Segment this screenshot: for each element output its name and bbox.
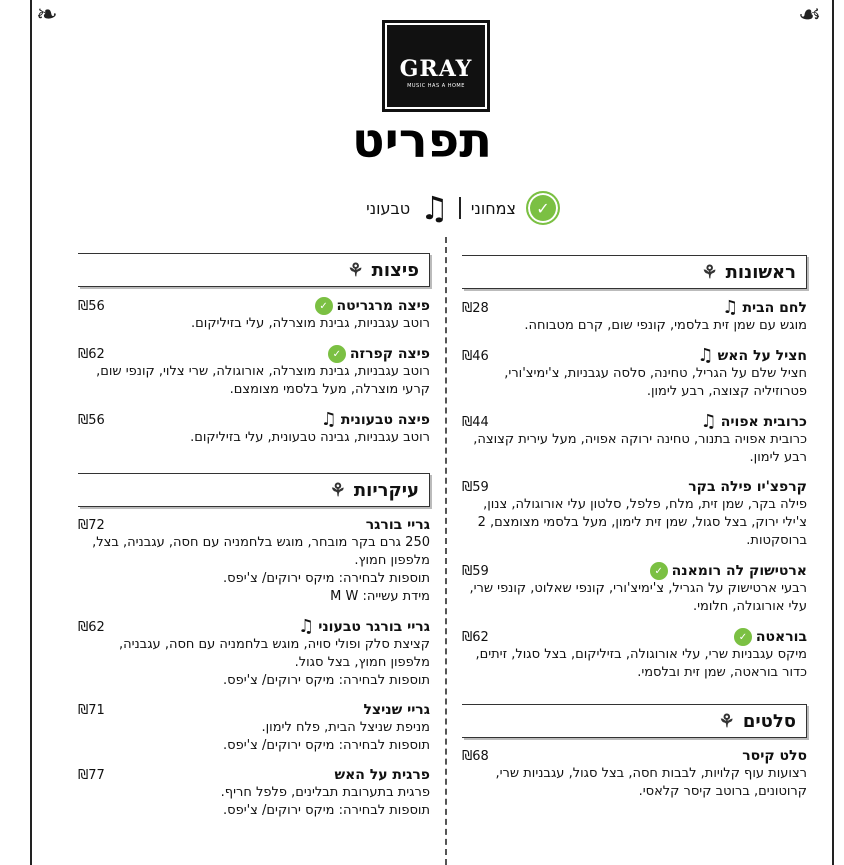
item-price: ₪28	[462, 300, 489, 316]
menu-item	[462, 479, 807, 550]
section-title: פיצות	[371, 259, 419, 281]
menu-item	[462, 748, 807, 801]
item-price: ₪71	[78, 703, 105, 718]
menu-title: תפריט	[352, 113, 492, 169]
menu-item	[78, 411, 430, 447]
music-note-icon: ♫	[697, 345, 714, 366]
item-extras: תוספות לבחירה: מיקס ירוקים/ צ'יפס.	[223, 673, 430, 688]
section-title: סלטים	[742, 710, 796, 732]
legend-vegan-label: צמחוני	[470, 198, 516, 218]
menu-item	[462, 299, 807, 335]
leaf-check-icon: ✓	[328, 345, 346, 363]
item-description: מוגש עם שמן זית בלסמי, קונפי שום, קרם מטבוחה.	[524, 318, 807, 333]
menu-item	[462, 628, 807, 682]
corner-ornament-icon: ❧	[36, 0, 58, 30]
item-name: פרגית על האש	[334, 767, 430, 783]
item-price: ₪62	[462, 629, 489, 645]
item-name: ארטישוק לה רומאנה	[671, 562, 807, 579]
item-name: גריי בורגר	[365, 517, 430, 533]
section-header-salads	[462, 704, 807, 738]
item-description: חציל שלם על הגריל, טחינה, סלסה עגבניות, צ'ימיצ'ורי, פטרוזיליה קצוצה, רבע לימון.	[504, 366, 807, 399]
item-description: רצועות עוף קלויות, לבבות חסה, בצל סגול, עגבניות שרי, קרוטונים, ברוטב קיסר קלאסי.	[495, 766, 807, 799]
flourish-icon: ⚘	[718, 710, 735, 732]
logo-tagline: MUSIC HAS A HOME	[407, 82, 465, 89]
item-name: קרפצ'יו פילה בקר	[688, 479, 807, 495]
leaf-check-icon: ✓	[526, 191, 560, 225]
section-header-pizzas	[78, 253, 430, 287]
item-description: קציצת סלק ופולי סויה, מוגש בלחמניה עם חסה, עגבניה, מלפפון חמוץ, בצל סגול.	[118, 637, 430, 670]
music-note-icon: ♫	[420, 189, 449, 227]
item-price: ₪62	[78, 619, 105, 635]
music-note-icon: ♫	[700, 411, 717, 432]
menu-item	[78, 767, 430, 820]
legend	[300, 188, 560, 228]
item-name: בוראטה	[755, 628, 807, 645]
section-header-starters	[462, 255, 807, 289]
menu-item	[462, 347, 807, 401]
item-price: ₪44	[462, 414, 489, 430]
leaf-check-icon: ✓	[315, 297, 333, 315]
logo-text: GRAY	[399, 55, 473, 82]
music-note-icon: ♫	[320, 409, 337, 430]
music-note-icon: ♫	[298, 616, 315, 637]
left-column	[78, 253, 430, 832]
menu-item	[78, 345, 430, 399]
item-description: רוטב עגבניות, גבינת מוצרלה, אורוגולה, שרי צלוי, קונפי שום, קרעי מוצרלה, מעל בלסמי מצומצם.	[96, 364, 430, 397]
item-name: פיצה טבעונית	[340, 411, 430, 428]
menu-item	[462, 413, 807, 467]
item-price: ₪68	[462, 749, 489, 764]
flourish-icon: ⚘	[701, 261, 718, 283]
item-name: פיצה קפרזה	[349, 345, 430, 362]
music-note-icon: ♫	[722, 297, 739, 318]
item-description: רבעי ארטישוק על הגריל, צ'ימיצ'ורי, קונפי שאלוט, קונפי שרי, עלי אורוגולה, חלומי.	[469, 581, 807, 614]
leaf-check-icon: ✓	[650, 562, 668, 580]
item-description: פילה בקר, שמן זית, מלח, פלפל, סלטון עלי אורוגולה, צנון, צ'ילי ירוק, בצל סגול, שמן זית לימון, מעל בלסמי מצומצם, 2 ברוסקטות.	[477, 497, 807, 548]
menu-item	[78, 517, 430, 606]
section-title: ראשונות	[725, 261, 796, 283]
item-name: סלט קיסר	[742, 748, 807, 764]
item-description: רוטב עגבניות, גבינה טבעונית, עלי בזיליקום.	[190, 430, 430, 445]
item-description: פרגית בתערובת תבלינים, פלפל חריף.	[220, 785, 430, 800]
menu-item	[462, 562, 807, 616]
item-description: רוטב עגבניות, גבינת מוצרלה, עלי בזיליקום.	[191, 316, 430, 331]
item-extras: תוספות לבחירה: מיקס ירוקים/ צ'יפס.	[223, 738, 430, 753]
gray-logo	[382, 20, 490, 112]
menu-item	[78, 702, 430, 755]
item-description: מניפת שניצל הבית, פלח לימון.	[261, 720, 430, 735]
legend-separator	[459, 197, 461, 219]
item-price: ₪72	[78, 518, 105, 533]
item-extras: תוספות לבחירה: מיקס ירוקים/ צ'יפס.	[223, 571, 430, 586]
item-name: חציל על האש	[717, 347, 807, 364]
corner-ornament-icon: ☙	[798, 0, 822, 30]
item-price: ₪59	[462, 563, 489, 579]
menu-item	[78, 297, 430, 333]
section-title: עיקריות	[353, 479, 419, 501]
column-divider	[445, 237, 447, 865]
right-column	[462, 255, 807, 813]
item-name: לחם הבית	[742, 299, 807, 316]
leaf-check-icon: ✓	[734, 628, 752, 646]
item-name: גריי בורגר טבעוני	[318, 618, 430, 635]
legend-natural-label: טבעוני	[366, 198, 411, 218]
item-price: ₪62	[78, 346, 105, 362]
item-description: מיקס עגבניות שרי, עלי אורוגולה, בזיליקום, בצל סגול, זיתים, כדור בוראטה, שמן זית ובלסמי.	[475, 647, 807, 680]
item-name: פיצה מרגריטה	[336, 297, 430, 314]
section-header-mains	[78, 473, 430, 507]
item-name: כרובית אפויה	[720, 413, 807, 430]
item-price: ₪77	[78, 768, 105, 783]
item-price: ₪56	[78, 412, 105, 428]
item-description: 250 גרם בקר מובחר, מוגש בלחמניה עם חסה, עגבניה, בצל, מלפפון חמוץ.	[92, 535, 430, 568]
menu-item	[78, 618, 430, 690]
flourish-icon: ⚘	[329, 479, 346, 501]
item-description: כרובית אפויה בתנור, טחינה ירוקה אפויה, מעל עירית קצוצה, רבע לימון.	[473, 432, 807, 465]
item-doneness: מידת עשייה: M W	[330, 589, 430, 604]
item-price: ₪59	[462, 480, 489, 495]
item-price: ₪56	[78, 298, 105, 314]
item-name: גריי שניצל	[363, 702, 430, 718]
item-extras: תוספות לבחירה: מיקס ירוקים/ צ'יפס.	[223, 803, 430, 818]
item-price: ₪46	[462, 348, 489, 364]
flourish-icon: ⚘	[347, 259, 364, 281]
